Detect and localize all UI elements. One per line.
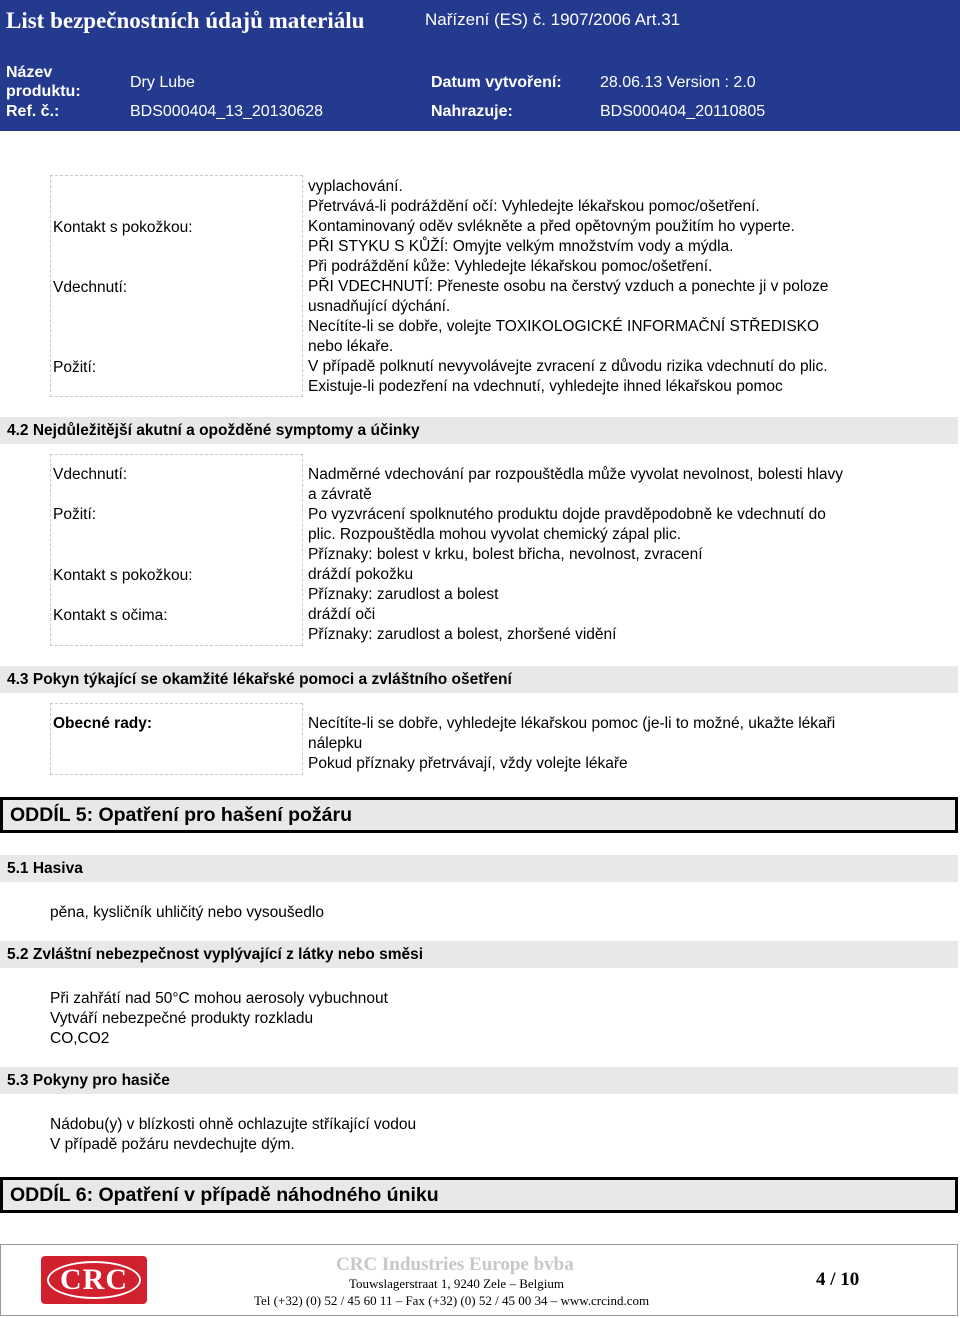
label-inhalation: Vdechnutí:: [53, 279, 128, 296]
text-line: Kontaminovaný oděv svlékněte a před opětovným použitím ho vyperte.: [308, 218, 795, 235]
company-address: Touwslagerstraat 1, 9240 Zele – Belgium: [349, 1276, 564, 1291]
text-line: CO,CO2: [50, 1030, 110, 1047]
text-line: pěna, kysličník uhličitý nebo vysoušedlo: [50, 904, 324, 921]
text-line: V případě požáru nevdechujte dým.: [50, 1136, 295, 1153]
text-line: nálepku: [308, 735, 363, 752]
text-line: vyplachování.: [308, 178, 403, 195]
text-line: a závratě: [308, 486, 372, 503]
general-advice-text: [308, 714, 835, 774]
text-line: usnadňující dýchání.: [308, 298, 451, 315]
firefighter-advice-text: [50, 1115, 416, 1155]
symptoms-text: [308, 465, 843, 645]
date-value: 28.06.13 Version : 2.0: [600, 74, 756, 91]
label-ingestion: Požití:: [53, 506, 97, 523]
text-line: Příznaky: bolest v krku, bolest břicha, nevolnost, zvracení: [308, 546, 703, 563]
label-ingestion: Požití:: [53, 359, 97, 376]
company-name: CRC Industries Europe bvba: [336, 1254, 574, 1275]
text-line: plic. Rozpouštědla mohou vyvolat chemický zápal plic.: [308, 526, 682, 543]
replaces-label: Nahrazuje:: [431, 103, 513, 120]
ref-label: Ref. č.:: [6, 103, 60, 120]
document-title: List bezpečnostních údajů materiálu: [6, 8, 365, 33]
page-number: 4 / 10: [816, 1269, 860, 1290]
text-line: Necítíte-li se dobře, volejte TOXIKOLOGICKÉ INFORMAČNÍ STŘEDISKO: [308, 318, 820, 335]
general-advice-label-box: [50, 703, 303, 775]
label-general-advice: Obecné rady:: [53, 715, 153, 732]
section-5-3-title: 5.3 Pokyny pro hasiče: [7, 1072, 170, 1089]
label-skin-contact: Kontakt s pokožkou:: [53, 567, 193, 584]
text-line: Pokud příznaky přetrvávají, vždy volejte lékaře: [308, 755, 628, 772]
document-header: [0, 0, 960, 131]
document-footer: [0, 1244, 958, 1316]
section-5-1-title: 5.1 Hasiva: [7, 860, 83, 877]
text-line: Po vyzvrácení spolknutého produktu dojde pravděpodobně ke vdechnutí do: [308, 506, 826, 523]
text-line: Vytváří nebezpečné produkty rozkladu: [50, 1010, 314, 1027]
section-5-3-header: [0, 1067, 958, 1094]
text-line: V případě polknutí nevyvolávejte zvracení z důvodu rizika vdechnutí do plic.: [308, 358, 828, 375]
text-line: Při podráždění kůže: Vyhledejte lékařskou pomoc/ošetření.: [308, 258, 713, 275]
ref-value: BDS000404_13_20130628: [130, 103, 324, 120]
text-line: Přetrvává-li podráždění očí: Vyhledejte lékařskou pomoc/ošetření.: [308, 198, 760, 215]
company-contact: Tel (+32) (0) 52 / 45 60 11 – Fax (+32) (0) 52 / 45 00 34 – www.crcind.com: [254, 1293, 650, 1308]
logo-text: CRC: [60, 1263, 128, 1296]
extinguishing-media-text: [50, 903, 324, 923]
section-4-3-title: 4.3 Pokyn týkající se okamžité lékařské pomoci a zvláštního ošetření: [7, 671, 512, 688]
text-line: PŘI VDECHNUTÍ: Přeneste osobu na čerstvý vzduch a ponechte ji v poloze: [308, 278, 829, 295]
text-line: PŘI STYKU S KŮŽÍ: Omyjte velkým množstvím vody a mýdla.: [308, 238, 734, 255]
section-4-2-header: [0, 417, 958, 444]
label-skin-contact: Kontakt s pokožkou:: [53, 219, 193, 236]
section-4-3-header: [0, 666, 958, 693]
regulation-reference: Nařízení (ES) č. 1907/2006 Art.31: [425, 10, 681, 29]
section-4-2-title: 4.2 Nejdůležitější akutní a opožděné symptomy a účinky: [7, 422, 420, 439]
text-line: Při zahřátí nad 50°C mohou aerosoly vybuchnout: [50, 990, 388, 1007]
text-line: nebo lékaře.: [308, 338, 394, 355]
section-5-title: ODDÍL 5: Opatření pro hašení požáru: [0, 797, 958, 833]
text-line: dráždí pokožku: [308, 566, 414, 583]
special-hazards-text: [50, 989, 388, 1049]
section-5-2-header: [0, 941, 958, 968]
text-line: Nádobu(y) v blízkosti ohně ochlazujte stříkající vodou: [50, 1116, 417, 1133]
text-line: Nadměrné vdechování par rozpouštědla může vyvolat nevolnost, bolesti hlavy: [308, 466, 844, 483]
date-label: Datum vytvoření:: [431, 74, 562, 91]
section-6-title: ODDÍL 6: Opatření v případě náhodného úniku: [0, 1177, 958, 1213]
text-line: Příznaky: zarudlost a bolest: [308, 586, 499, 603]
first-aid-text: [308, 177, 828, 397]
text-line: Příznaky: zarudlost a bolest, zhoršené vidění: [308, 626, 617, 643]
label-eye-contact: Kontakt s očima:: [53, 607, 168, 624]
text-line: Existuje-li podezření na vdechnutí, vyhledejte ihned lékařskou pomoc: [308, 378, 783, 395]
section-5-1-header: [0, 855, 958, 882]
text-line: Necítíte-li se dobře, vyhledejte lékařskou pomoc (je-li to možné, ukažte lékaři: [308, 715, 836, 732]
label-inhalation: Vdechnutí:: [53, 466, 128, 483]
product-label-line1: Název: [6, 64, 53, 81]
product-name: Dry Lube: [130, 74, 195, 91]
crc-logo: [41, 1256, 147, 1304]
text-line: dráždí oči: [308, 606, 376, 623]
replaces-value: BDS000404_20110805: [600, 103, 766, 120]
section-5-2-title: 5.2 Zvláštní nebezpečnost vyplývající z látky nebo směsi: [7, 946, 424, 963]
product-label-line2: produktu:: [6, 83, 81, 100]
